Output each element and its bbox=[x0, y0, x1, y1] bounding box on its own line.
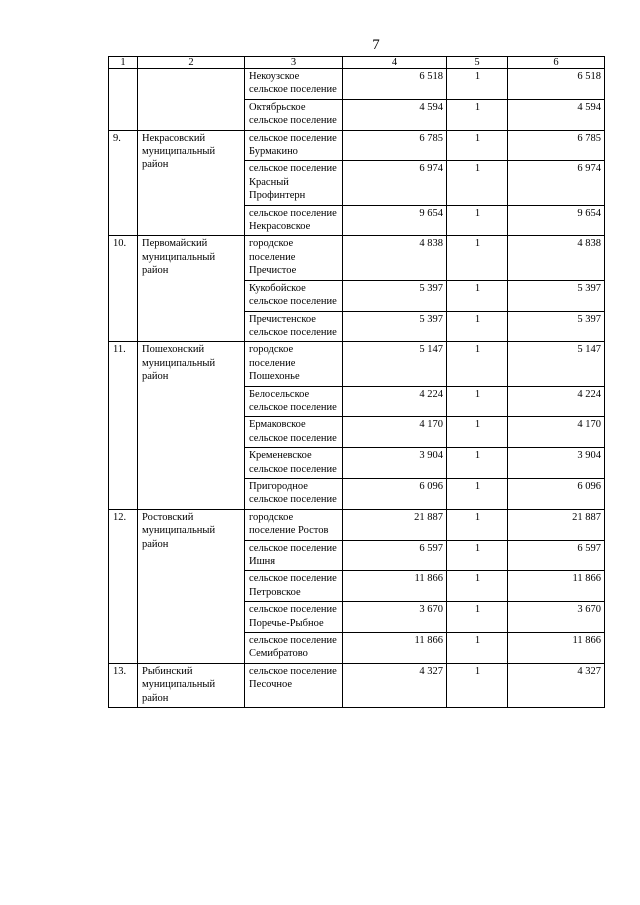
settlement-cell: сельское поселение Семибратово bbox=[245, 633, 343, 664]
total-cell: 11 866 bbox=[508, 571, 605, 602]
coefficient-cell: 1 bbox=[447, 342, 508, 386]
table-row bbox=[109, 663, 605, 707]
settlement-cell: сельское поселение Поречье-Рыбное bbox=[245, 602, 343, 633]
settlement-cell: сельское поселение Красный Профинтерн bbox=[245, 161, 343, 205]
settlement-cell: Кукобойское сельское поселение bbox=[245, 280, 343, 311]
coefficient-cell: 1 bbox=[447, 161, 508, 205]
total-cell: 6 785 bbox=[508, 130, 605, 161]
value-cell: 6 597 bbox=[343, 540, 447, 571]
table-row bbox=[109, 130, 605, 161]
coefficient-cell: 1 bbox=[447, 280, 508, 311]
value-cell: 21 887 bbox=[343, 509, 447, 540]
value-cell: 4 594 bbox=[343, 99, 447, 130]
settlement-cell: сельское поселение Петровское bbox=[245, 571, 343, 602]
settlement-cell: городское поселение Ростов bbox=[245, 509, 343, 540]
value-cell: 6 974 bbox=[343, 161, 447, 205]
settlement-cell: Пречистенское сельское поселение bbox=[245, 311, 343, 342]
settlement-cell: сельское поселение Некрасовское bbox=[245, 205, 343, 236]
total-cell: 5 397 bbox=[508, 311, 605, 342]
column-header: 4 bbox=[343, 57, 447, 69]
coefficient-cell: 1 bbox=[447, 478, 508, 509]
value-cell: 4 170 bbox=[343, 417, 447, 448]
district-cell: Пошехонский муниципальный район bbox=[138, 342, 245, 509]
total-cell: 4 327 bbox=[508, 663, 605, 707]
total-cell: 6 096 bbox=[508, 478, 605, 509]
coefficient-cell: 1 bbox=[447, 571, 508, 602]
coefficient-cell: 1 bbox=[447, 236, 508, 280]
coefficient-cell: 1 bbox=[447, 602, 508, 633]
district-cell: Ростовский муниципальный район bbox=[138, 509, 245, 663]
district-cell: Первомайский муниципальный район bbox=[138, 236, 245, 342]
row-number-cell bbox=[109, 69, 138, 131]
column-header: 6 bbox=[508, 57, 605, 69]
total-cell: 9 654 bbox=[508, 205, 605, 236]
value-cell: 5 397 bbox=[343, 311, 447, 342]
total-cell: 6 518 bbox=[508, 69, 605, 100]
settlement-cell: Кременевское сельское поселение bbox=[245, 448, 343, 479]
row-number-cell: 10. bbox=[109, 236, 138, 342]
column-header: 2 bbox=[138, 57, 245, 69]
value-cell: 4 838 bbox=[343, 236, 447, 280]
total-cell: 4 594 bbox=[508, 99, 605, 130]
coefficient-cell: 1 bbox=[447, 311, 508, 342]
distribution-table bbox=[108, 56, 605, 708]
total-cell: 6 597 bbox=[508, 540, 605, 571]
coefficient-cell: 1 bbox=[447, 205, 508, 236]
value-cell: 5 147 bbox=[343, 342, 447, 386]
coefficient-cell: 1 bbox=[447, 99, 508, 130]
page-number: 7 bbox=[372, 37, 380, 53]
total-cell: 3 670 bbox=[508, 602, 605, 633]
total-cell: 5 397 bbox=[508, 280, 605, 311]
column-header: 5 bbox=[447, 57, 508, 69]
settlement-cell: сельское поселение Песочное bbox=[245, 663, 343, 707]
value-cell: 4 224 bbox=[343, 386, 447, 417]
value-cell: 9 654 bbox=[343, 205, 447, 236]
total-cell: 4 838 bbox=[508, 236, 605, 280]
value-cell: 6 096 bbox=[343, 478, 447, 509]
value-cell: 4 327 bbox=[343, 663, 447, 707]
value-cell: 11 866 bbox=[343, 633, 447, 664]
table-row bbox=[109, 69, 605, 100]
settlement-cell: Белосельское сельское поселение bbox=[245, 386, 343, 417]
coefficient-cell: 1 bbox=[447, 448, 508, 479]
value-cell: 5 397 bbox=[343, 280, 447, 311]
settlement-cell: Ермаковское сельское поселение bbox=[245, 417, 343, 448]
settlement-cell: сельское поселение Ишня bbox=[245, 540, 343, 571]
column-header: 1 bbox=[109, 57, 138, 69]
total-cell: 4 224 bbox=[508, 386, 605, 417]
settlement-cell: Некоузское сельское поселение bbox=[245, 69, 343, 100]
table-row bbox=[109, 236, 605, 280]
coefficient-cell: 1 bbox=[447, 509, 508, 540]
value-cell: 11 866 bbox=[343, 571, 447, 602]
column-header: 3 bbox=[245, 57, 343, 69]
total-cell: 3 904 bbox=[508, 448, 605, 479]
coefficient-cell: 1 bbox=[447, 130, 508, 161]
total-cell: 21 887 bbox=[508, 509, 605, 540]
settlement-cell: городское поселение Пречистое bbox=[245, 236, 343, 280]
coefficient-cell: 1 bbox=[447, 386, 508, 417]
table-row bbox=[109, 509, 605, 540]
column-number-row bbox=[109, 57, 605, 69]
value-cell: 6 518 bbox=[343, 69, 447, 100]
total-cell: 5 147 bbox=[508, 342, 605, 386]
table-row bbox=[109, 342, 605, 386]
coefficient-cell: 1 bbox=[447, 69, 508, 100]
row-number-cell: 13. bbox=[109, 663, 138, 707]
total-cell: 11 866 bbox=[508, 633, 605, 664]
coefficient-cell: 1 bbox=[447, 633, 508, 664]
row-number-cell: 9. bbox=[109, 130, 138, 236]
settlement-cell: городское поселение Пошехонье bbox=[245, 342, 343, 386]
value-cell: 3 904 bbox=[343, 448, 447, 479]
settlement-cell: сельское поселение Бурмакино bbox=[245, 130, 343, 161]
table-body bbox=[109, 69, 605, 708]
total-cell: 4 170 bbox=[508, 417, 605, 448]
settlement-cell: Октябрьское сельское поселение bbox=[245, 99, 343, 130]
district-cell: Некрасовский муниципальный район bbox=[138, 130, 245, 236]
coefficient-cell: 1 bbox=[447, 540, 508, 571]
total-cell: 6 974 bbox=[508, 161, 605, 205]
coefficient-cell: 1 bbox=[447, 417, 508, 448]
district-cell bbox=[138, 69, 245, 131]
value-cell: 6 785 bbox=[343, 130, 447, 161]
coefficient-cell: 1 bbox=[447, 663, 508, 707]
value-cell: 3 670 bbox=[343, 602, 447, 633]
settlement-cell: Пригородное сельское поселение bbox=[245, 478, 343, 509]
row-number-cell: 12. bbox=[109, 509, 138, 663]
district-cell: Рыбинский муниципальный район bbox=[138, 663, 245, 707]
row-number-cell: 11. bbox=[109, 342, 138, 509]
